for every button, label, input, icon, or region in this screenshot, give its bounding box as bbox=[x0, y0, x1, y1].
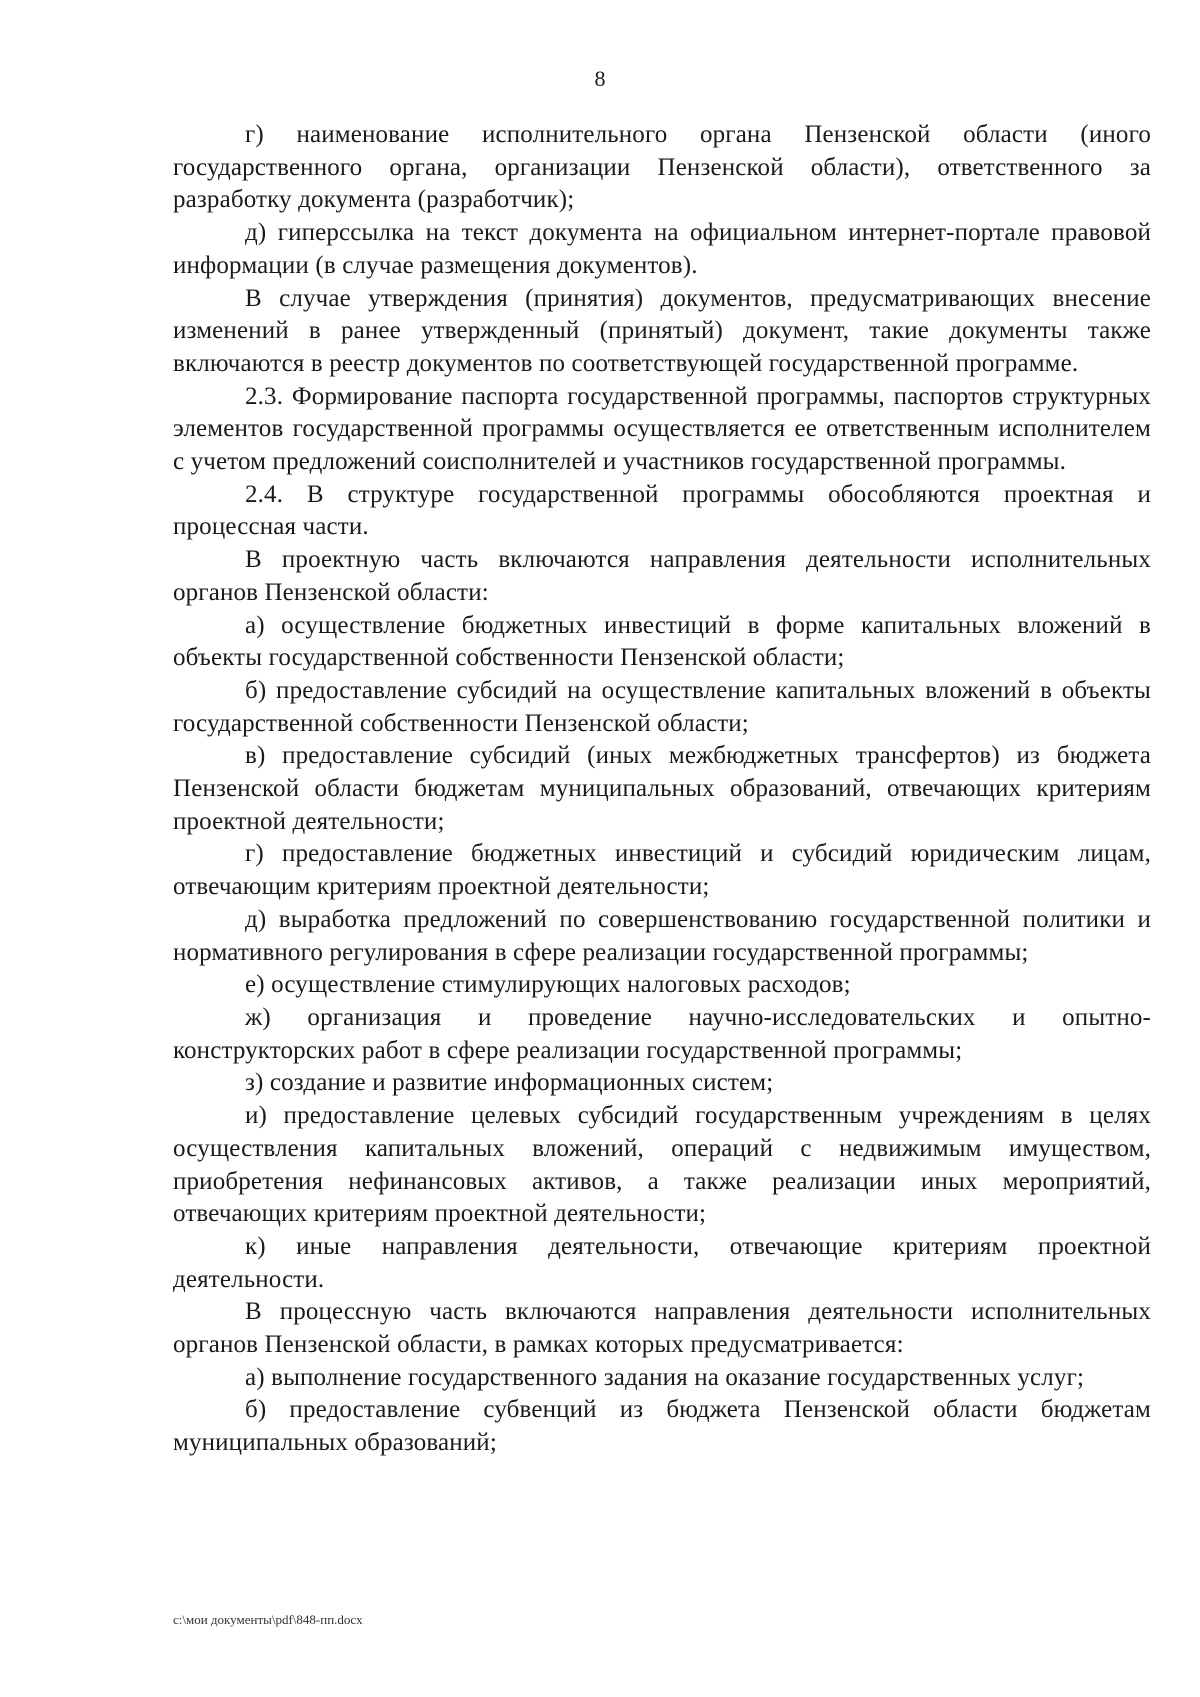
process-item-b: б) предоставление субвенций из бюджета Пензенской области бюджетам муниципальных образований; bbox=[173, 1396, 1151, 1457]
project-item-e: е) осуществление стимулирующих налоговых расходов; bbox=[245, 971, 851, 999]
project-item-i: и) предоставление целевых субсидий государственным учреждениям в целях осуществления капитальных вложений, операций с недвижимым имуществом, приобретения нефинансовых активов, а также реализации иных мероприятий, отвечающих критериям проектной деятельности; bbox=[173, 1102, 1151, 1228]
paragraph-process-part-intro: В процессную часть включаются направления деятельности исполнительных органов Пензенской области, в рамках которых предусматривается: bbox=[173, 1298, 1151, 1359]
project-item-g: г) предоставление бюджетных инвестиций и субсидий юридическим лицам, отвечающим критериям проектной деятельности; bbox=[173, 840, 1151, 901]
project-item-v: в) предоставление субсидий (иных межбюджетных трансфертов) из бюджета Пензенской области бюджетам муниципальных образований, отвечающих критериям проектной деятельности; bbox=[173, 742, 1151, 835]
project-item-a: а) осуществление бюджетных инвестиций в форме капитальных вложений в объекты государственной собственности Пензенской области; bbox=[173, 611, 1151, 672]
paragraph-project-part-intro: В проектную часть включаются направления деятельности исполнительных органов Пензенской области: bbox=[173, 546, 1151, 606]
document-body bbox=[173, 119, 1151, 1460]
project-item-d: д) выработка предложений по совершенствованию государственной политики и нормативного регулирования в сфере реализации государственной программы; bbox=[173, 905, 1151, 966]
paragraph-2-3: 2.3. Формирование паспорта государственной программы, паспортов структурных элементов государственной программы осуществляется ее ответственным исполнителем с учетом предложений соисполнителей и участников государственной программы. bbox=[173, 382, 1151, 476]
page-number: 8 bbox=[594, 66, 606, 91]
paragraph-item-d-hyperlink: д) гиперссылка на текст документа на официальном интернет-портале правовой информации (в случае размещения документов). bbox=[173, 219, 1151, 279]
paragraph-2-4: 2.4. В структуре государственной программы обособляются проектная и процессная части. bbox=[173, 480, 1151, 541]
paragraph-amendments: В случае утверждения (принятия) документов, предусматривающих внесение изменений в ранее утвержденный (принятый) документ, такие документы также включаются в реестр документов по соответствующей государственной программе. bbox=[173, 284, 1151, 377]
project-item-z: з) создание и развитие информационных систем; bbox=[245, 1069, 774, 1097]
paragraph-item-g-developer: г) наименование исполнительного органа Пензенской области (иного государственного органа, организации Пензенской области), ответственного за разработку документа (разработчик); bbox=[173, 121, 1151, 214]
project-item-k: к) иные направления деятельности, отвечающие критериям проектной деятельности. bbox=[173, 1232, 1151, 1293]
process-item-a: а) выполнение государственного задания на оказание государственных услуг; bbox=[245, 1363, 1085, 1391]
footer-file-path: c:\мои документы\pdf\848-пп.docx bbox=[173, 1612, 363, 1627]
project-item-b: б) предоставление субсидий на осуществление капитальных вложений в объекты государственной собственности Пензенской области; bbox=[173, 676, 1151, 737]
project-item-zh: ж) организация и проведение научно-исследовательских и опытно-конструкторских работ в сфере реализации государственной программы; bbox=[173, 1003, 1151, 1064]
